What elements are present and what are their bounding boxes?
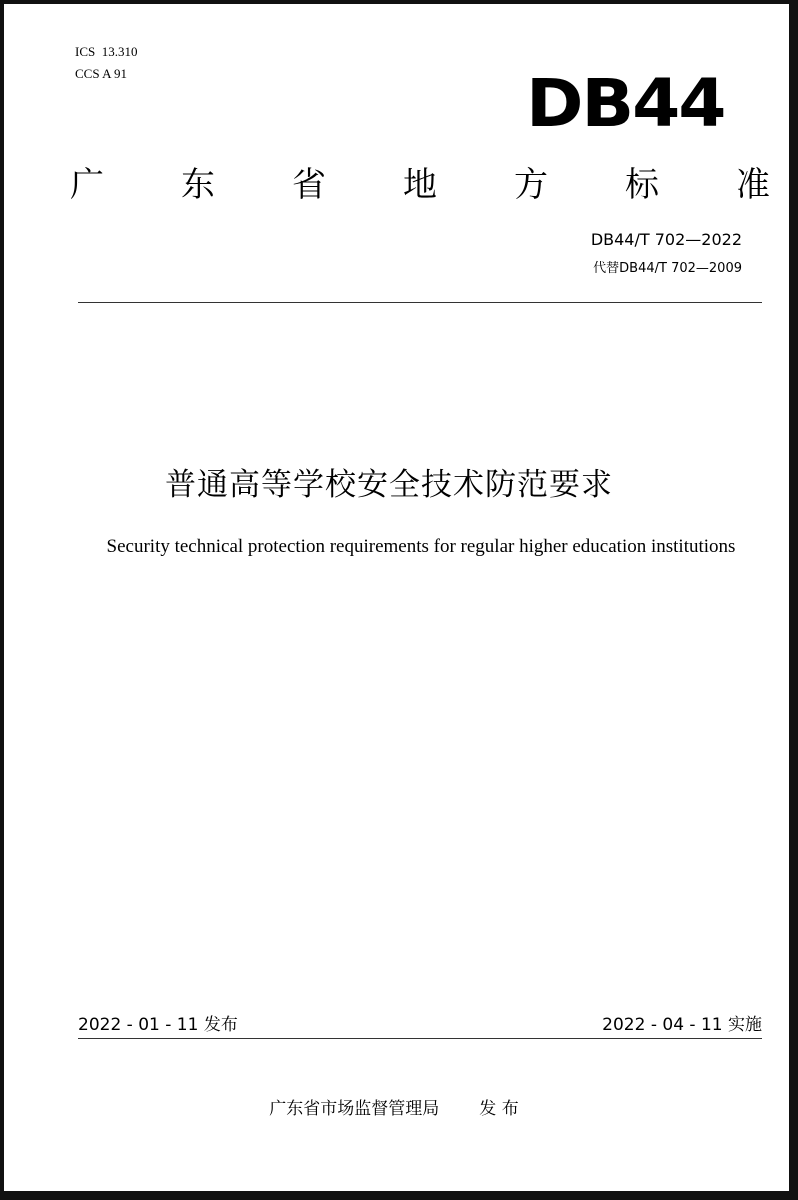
issue-word: 发 布 [479, 1099, 519, 1119]
ics-label: ICS [75, 44, 96, 59]
standard-type-char: 标 [625, 165, 659, 205]
document-title-chinese: 普通高等学校安全技术防范要求 [165, 467, 613, 503]
publish-date: 2022 - 01 - 11 发布 [78, 1015, 238, 1035]
replaced-standard: 代替DB44/T 702—2009 [593, 261, 742, 276]
standard-number: DB44/T 702—2022 [590, 230, 742, 249]
implement-date: 2022 - 04 - 11 实施 [602, 1015, 762, 1035]
ics-value: 13.310 [101, 44, 138, 59]
ccs-line [75, 63, 137, 85]
standard-type-char: 东 [181, 165, 215, 205]
header-divider [78, 302, 762, 303]
issuer-name: 广东省市场监督管理局 [269, 1099, 440, 1119]
standard-type-char: 广 [70, 165, 104, 205]
standard-type-title [70, 160, 770, 210]
standard-type-char: 准 [736, 165, 770, 205]
classification-codes [75, 41, 137, 85]
footer-divider [78, 1038, 762, 1039]
document-title-english: Security technical protection requirements for regular higher education institutions [106, 536, 736, 557]
standard-type-char: 地 [403, 165, 437, 205]
standard-type-char: 省 [292, 165, 326, 205]
issuing-authority [0, 1096, 798, 1122]
ccs-label: CCS [75, 66, 100, 81]
db44-logo: DB44 [526, 65, 725, 142]
ics-line [75, 41, 137, 63]
ccs-value: A 91 [102, 66, 128, 81]
standard-type-char: 方 [514, 165, 548, 205]
